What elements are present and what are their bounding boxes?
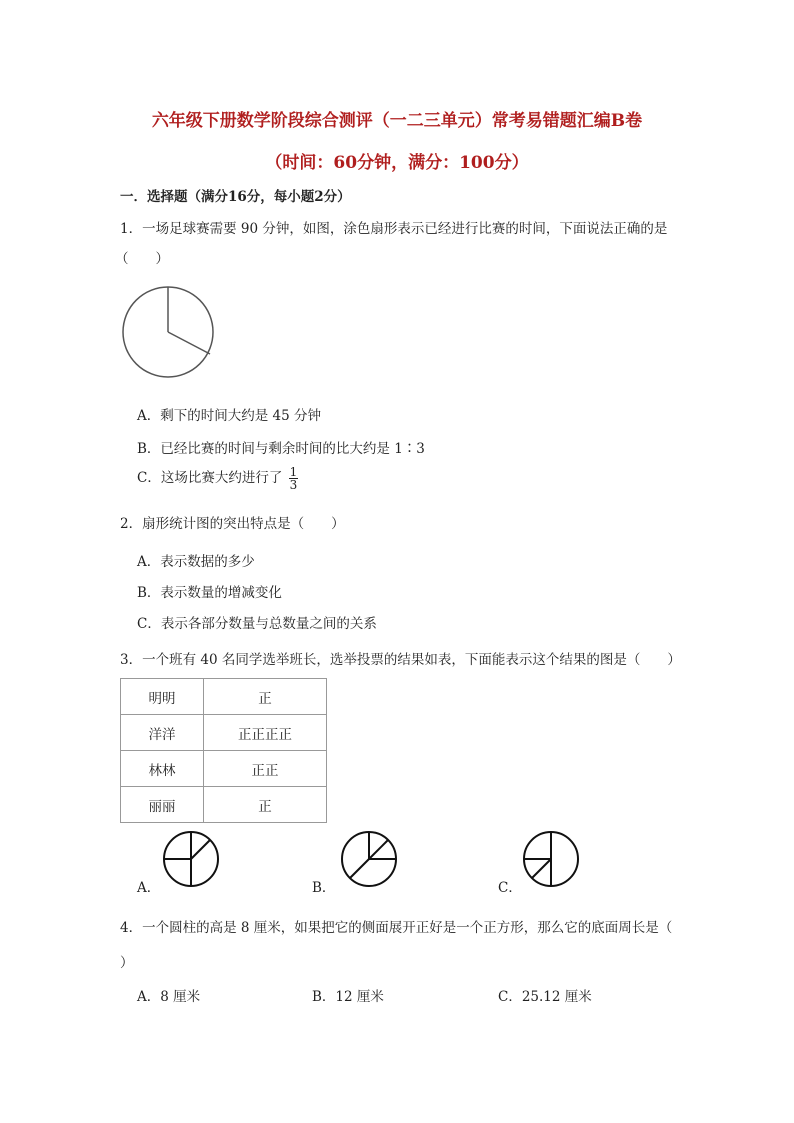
- table-cell-marks: 正: [204, 787, 327, 823]
- q1-option-b[interactable]: B．已经比赛的时间与剩余时间的比大约是 1∶3: [137, 441, 425, 457]
- question-4-text: 4．一个圆柱的高是 8 厘米，如果把它的侧面展开正好是一个正方形，那么它的底面周长是（: [120, 920, 673, 936]
- q3-option-b-pie[interactable]: [340, 830, 400, 890]
- q4-option-b[interactable]: B．12 厘米: [312, 989, 384, 1005]
- table-cell-name: 丽丽: [121, 787, 204, 823]
- table-cell-marks: 正: [204, 679, 327, 715]
- q2-option-b[interactable]: B．表示数量的增减变化: [137, 585, 282, 601]
- q4-option-a[interactable]: A．8 厘米: [137, 989, 201, 1005]
- table-row: [121, 715, 327, 751]
- question-3-text: 3．一个班有 40 名同学选举班长，选举投票的结果如表，下面能表示这个结果的图是（ ）: [120, 652, 681, 668]
- q3-option-a-pie[interactable]: [162, 830, 222, 890]
- question-2-text: 2．扇形统计图的突出特点是（ ）: [120, 516, 345, 532]
- q1-option-c[interactable]: [137, 466, 298, 491]
- question-1-paren: （ ）: [115, 251, 169, 267]
- q1-pie-radius-lower: [168, 332, 210, 354]
- fraction-denominator: 3: [289, 478, 298, 492]
- q3-option-a-label[interactable]: A．: [137, 880, 161, 896]
- table-row: [121, 751, 327, 787]
- table-cell-name: 林林: [121, 751, 204, 787]
- q1-option-a[interactable]: A．剩下的时间大约是 45 分钟: [137, 408, 322, 424]
- question-4-text-cont: ）: [120, 955, 134, 971]
- table-cell-name: 洋洋: [121, 715, 204, 751]
- question-1-text: 1．一场足球赛需要 90 分钟，如图，涂色扇形表示已经进行比赛的时间，下面说法正确的是: [120, 221, 668, 237]
- page-subtitle: （时间：60分钟，满分：100分）: [265, 153, 529, 173]
- q2-option-c[interactable]: C．表示各部分数量与总数量之间的关系: [137, 616, 377, 632]
- q1-pie-figure: [120, 282, 220, 386]
- table-cell-marks: 正正: [204, 751, 327, 787]
- pie-b-line-upright: [369, 840, 388, 859]
- q1-option-c-text: C．这场比赛大约进行了: [137, 470, 283, 486]
- fraction-numerator: 1: [289, 465, 298, 479]
- vote-table: [120, 678, 327, 823]
- table-row: [121, 679, 327, 715]
- q3-option-c-pie[interactable]: [522, 830, 582, 890]
- pie-a-line-upright: [191, 840, 210, 859]
- table-row: [121, 787, 327, 823]
- q4-option-c[interactable]: C．25.12 厘米: [498, 989, 592, 1005]
- q2-option-a[interactable]: A．表示数据的多少: [137, 554, 255, 570]
- page-title: 六年级下册数学阶段综合测评（一二三单元）常考易错题汇编B卷: [151, 111, 643, 131]
- table-cell-name: 明明: [121, 679, 204, 715]
- pie-b-line-lowerleft: [350, 859, 369, 878]
- section-heading: 一．选择题（满分16分，每小题2分）: [120, 189, 351, 205]
- table-cell-marks: 正正正正: [204, 715, 327, 751]
- pie-c-line-lowerleft: [532, 859, 551, 878]
- q3-option-b-label[interactable]: B．: [312, 880, 336, 896]
- q3-option-c-label[interactable]: C．: [498, 880, 522, 896]
- fraction-one-third: [289, 466, 299, 491]
